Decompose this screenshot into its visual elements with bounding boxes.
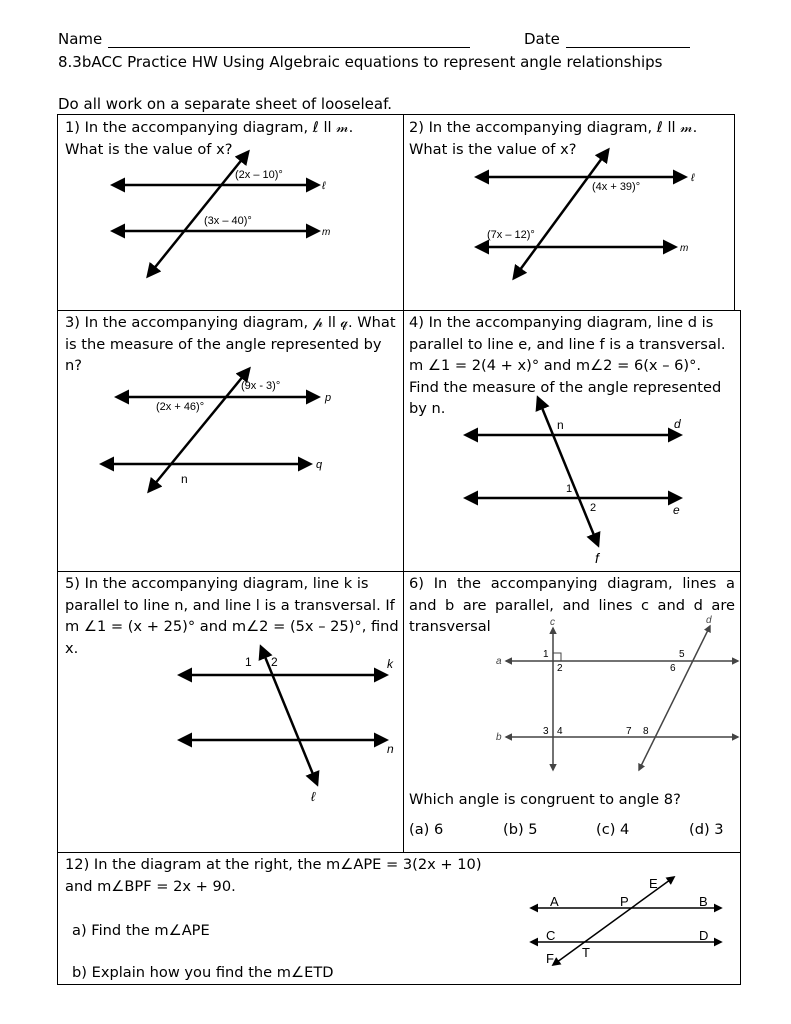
problem-12-text: 12) In the diagram at the right, the m∠APE = 3(2x + 10) and m∠BPF = 2x + 90. [65,856,482,895]
p5-line-n: n [387,742,394,756]
p4-label-2: 2 [590,502,597,514]
p6-angle-8: 8 [643,726,649,737]
instruction: Do all work on a separate sheet of looseleaf. [58,95,393,113]
p12-point-F: F [546,951,554,966]
p5-label-1: 1 [245,655,252,669]
p2-line-l: ℓ [691,172,695,184]
page-title: 8.3bACC Practice HW Using Algebraic equations to represent angle relationships [58,53,663,71]
p6-angle-5: 5 [679,649,685,660]
p2-label-top: (4x + 39)° [592,181,641,193]
choice-c[interactable]: (c) 4 [596,821,630,838]
problem-12-part-b: b) Explain how you find the m∠ETD [72,964,334,981]
p6-line-b: b [496,732,502,743]
p12-point-B: B [699,894,708,909]
problem-2-text: 2) In the accompanying diagram, ℓ ll 𝓂. What is the value of x? [409,119,698,158]
date-label: Date [524,30,560,48]
p2-line-m: m [680,243,689,254]
choice-b[interactable]: (b) 5 [503,821,538,838]
p6-line-a: a [496,656,502,667]
p1-line-m: m [322,227,331,238]
p2-label-bottom: (7x – 12)° [487,229,535,241]
p5-line-l: ℓ [311,789,316,804]
name-label: Name [58,30,103,48]
p3-label-a: (9x - 3)° [241,380,281,392]
p6-angle-1: 1 [543,649,549,660]
p4-line-f: f [595,550,599,566]
problem-1-text: 1) In the accompanying diagram, ℓ ll 𝓂. What is the value of x? [65,119,354,158]
p12-point-T: T [582,945,590,960]
p6-line-c: c [550,617,555,628]
p5-label-2: 2 [271,655,278,669]
p6-line-d: d [706,615,712,626]
problem-5-text: 5) In the accompanying diagram, line k is parallel to line n, and line l is a transversal. If m ∠1 = (x + 25)° and m∠2 = (5x – 25)°, find x. [65,575,399,657]
p1-line-l: ℓ [322,180,326,192]
p4-line-d: d [674,417,681,431]
p1-label-bottom: (3x – 40)° [204,215,252,227]
p3-label-b: (2x + 46)° [156,401,205,413]
p12-point-E: E [649,876,658,891]
p5-line-k: k [387,657,393,671]
p4-line-e: e [673,503,680,517]
p6-angle-4: 4 [557,726,563,737]
p12-point-D: D [699,928,709,943]
problem-12-part-a: a) Find the m∠APE [72,922,210,939]
problem-6-question: Which angle is congruent to angle 8? [409,791,681,808]
p4-label-1: 1 [566,483,573,495]
p6-angle-2: 2 [557,663,563,674]
choice-a[interactable]: (a) 6 [409,821,444,838]
p4-label-n: n [557,418,564,432]
problem-3-text: 3) In the accompanying diagram, 𝓅 ll 𝓆. What is the measure of the angle represented by n? [65,314,396,374]
problem-4-text: 4) In the accompanying diagram, line d is parallel to line e, and line f is a transversal. m ∠1 = 2(4 + x)° and m∠2 = 6(x – 6)°. Find the measure of the angle represented by n. [409,314,726,417]
p1-label-top: (2x – 10)° [235,169,283,181]
p3-line-p: p [325,392,332,404]
problem-6-text: 6) In the accompanying diagram, lines a and b are parallel, and lines c and d are transversal [409,575,735,635]
p12-point-A: A [550,894,559,909]
p12-point-C: C [546,928,556,943]
p3-line-q: q [316,459,323,471]
p3-label-n: n [181,472,188,486]
choice-d[interactable]: (d) 3 [689,821,724,838]
p6-angle-6: 6 [670,663,676,674]
p6-angle-3: 3 [543,726,549,737]
p6-angle-7: 7 [626,726,632,737]
p12-point-P: P [620,894,629,909]
